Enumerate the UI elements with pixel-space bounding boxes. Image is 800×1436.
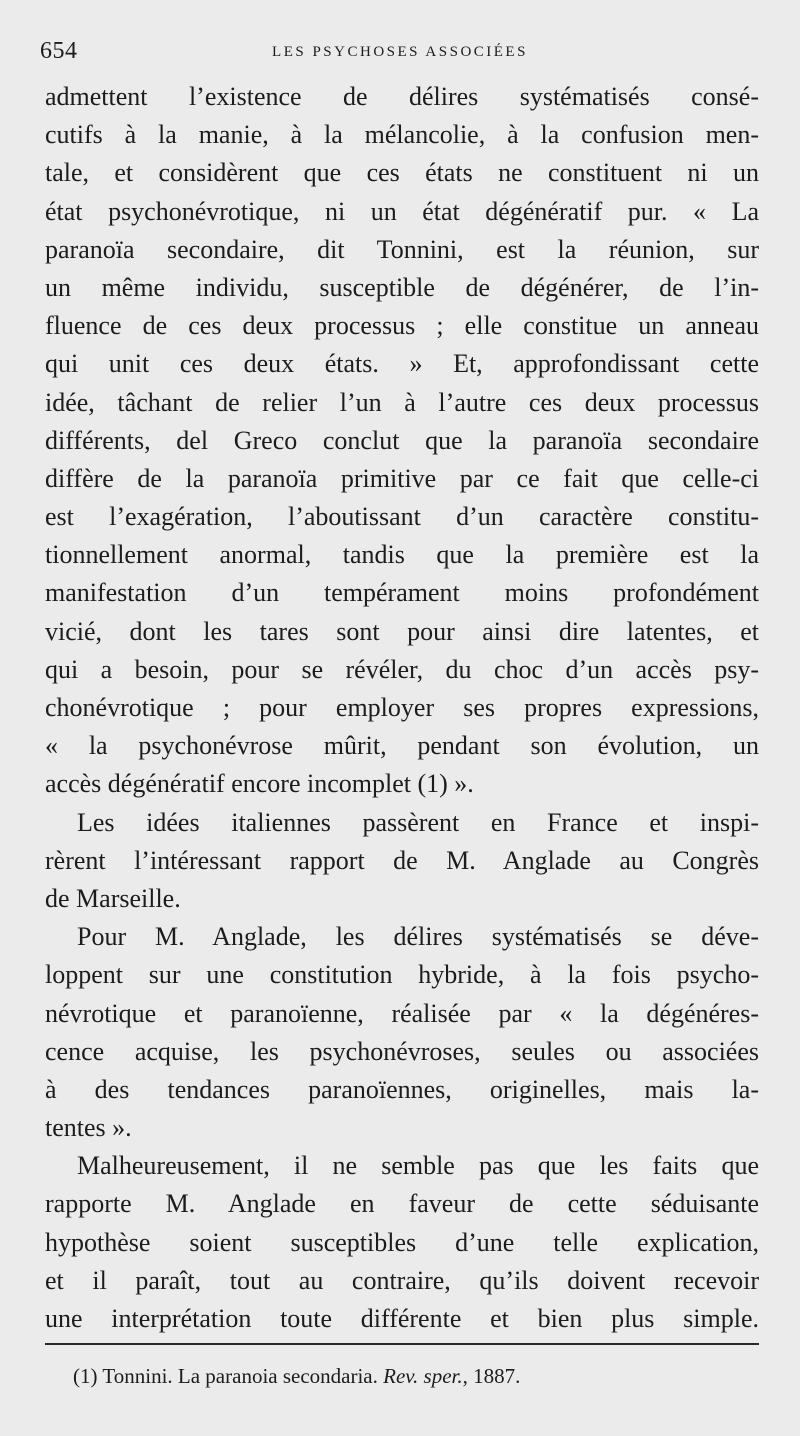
text-line: état psychonévrotique, ni un état dégénératif pur. « La [45, 196, 759, 226]
footnote-year: , 1887. [462, 1364, 521, 1388]
footnote-rule [45, 1343, 759, 1345]
text-line: une interprétation toute différente et bien plus simple. [45, 1304, 759, 1333]
text-line: un même individu, susceptible de dégénérer, de l’in- [45, 272, 759, 302]
text-line: de Marseille. [45, 883, 181, 913]
footnote [73, 1364, 520, 1389]
text-line: qui a besoin, pour se révéler, du choc d’un accès psy- [45, 654, 759, 684]
text-line: manifestation d’un tempérament moins profondément [45, 578, 759, 608]
text-line: différents, del Greco conclut que la paranoïa secondaire [45, 425, 759, 455]
text-line: fluence de ces deux processus ; elle constitue un anneau [45, 311, 759, 341]
text-line: cutifs à la manie, à la mélancolie, à la confusion men- [45, 120, 759, 150]
text-line: idée, tâchant de relier l’un à l’autre ces deux processus [45, 387, 759, 417]
running-title: LES PSYCHOSES ASSOCIÉES [272, 44, 528, 60]
body-text [45, 78, 759, 1338]
page-header [40, 38, 760, 68]
text-line: paranoïa secondaire, dit Tonnini, est la réunion, sur [45, 234, 759, 264]
text-line: Les idées italiennes passèrent en France et inspi- [77, 807, 759, 837]
footnote-text: Tonnini. La paranoia secondaria. [102, 1364, 378, 1388]
page-number: 654 [40, 38, 78, 64]
text-line: accès dégénératif encore incomplet (1) ». [45, 769, 474, 799]
text-line: qui unit ces deux états. » Et, approfondissant cette [45, 349, 759, 379]
text-line: Malheureusement, il ne semble pas que les faits que [77, 1151, 759, 1181]
text-line: admettent l’existence de délires systématisés consé- [45, 82, 759, 111]
text-line: est l’exagération, l’aboutissant d’un caractère constitu- [45, 502, 759, 532]
text-line: à des tendances paranoïennes, originelles, mais la- [45, 1074, 759, 1104]
text-line: tale, et considèrent que ces états ne constituent ni un [45, 158, 759, 188]
text-line: et il paraît, tout au contraire, qu’ils doivent recevoir [45, 1265, 759, 1295]
text-line: diffère de la paranoïa primitive par ce fait que celle-ci [45, 463, 759, 493]
text-line: « la psychonévrose mûrit, pendant son évolution, un [45, 731, 759, 761]
text-line: chonévrotique ; pour employer ses propres expressions, [45, 693, 759, 722]
text-line: cence acquise, les psychonévroses, seules ou associées [45, 1036, 759, 1066]
text-line: hypothèse soient susceptibles d’une telle explication, [45, 1227, 759, 1257]
text-line: névrotique et paranoïenne, réalisée par « la dégénéres- [45, 998, 759, 1028]
text-line: tionnellement anormal, tandis que la première est la [45, 540, 759, 570]
footnote-journal: Rev. sper. [383, 1364, 463, 1388]
text-line: vicié, dont les tares sont pour ainsi dire latentes, et [45, 616, 759, 646]
text-line: loppent sur une constitution hybride, à la fois psycho- [45, 960, 759, 990]
text-line: tentes ». [45, 1113, 132, 1143]
text-line: rèrent l’intéressant rapport de M. Anglade au Congrès [45, 845, 759, 875]
footnote-marker: (1) [73, 1364, 98, 1388]
text-line: Pour M. Anglade, les délires systématisés se déve- [77, 922, 759, 952]
text-line: rapporte M. Anglade en faveur de cette séduisante [45, 1189, 759, 1219]
